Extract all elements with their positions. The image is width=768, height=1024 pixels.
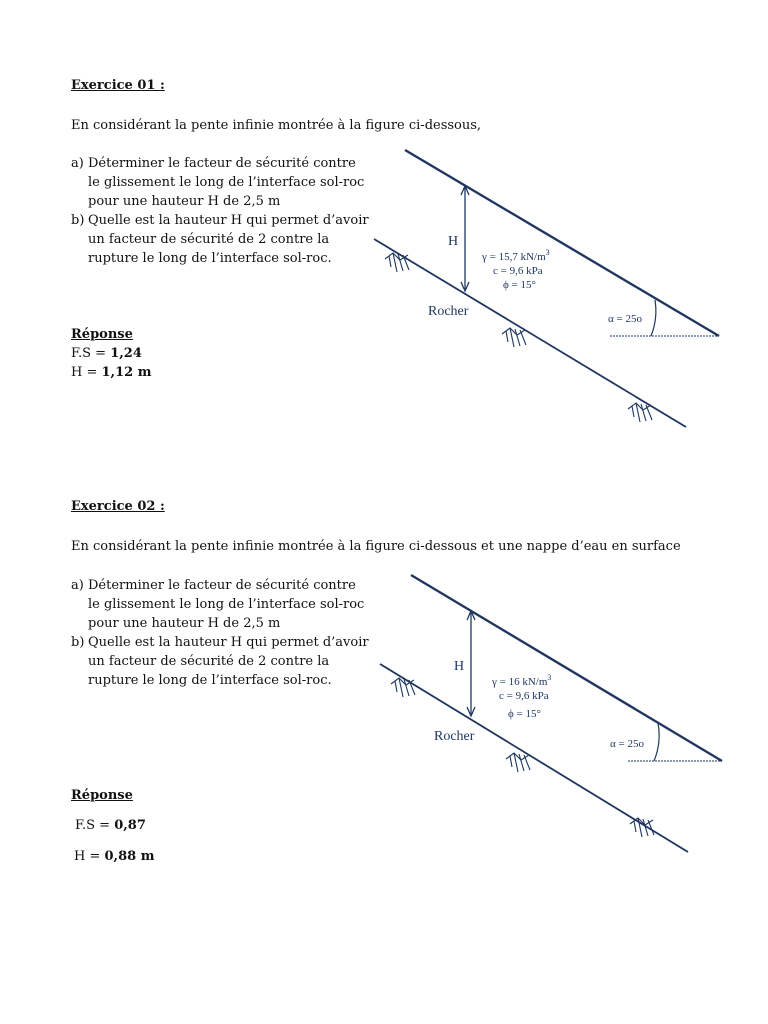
rock-hatch-icon <box>391 678 415 697</box>
rock-hatch-icon <box>385 253 409 272</box>
question-line: un facteur de sécurité de 2 contre la <box>88 232 330 247</box>
slope-angle-label: α = 25o <box>610 738 644 750</box>
question-marker: b) <box>71 635 85 650</box>
question-a <box>71 576 369 633</box>
rock-hatch-icon <box>628 403 652 422</box>
question-line: le glissement le long de l’interface sol-roc <box>88 597 365 612</box>
exercise-2-questions <box>71 576 369 690</box>
question-marker: b) <box>71 213 85 228</box>
question-line: le glissement le long de l’interface sol-roc <box>88 175 365 190</box>
exercise-1-title: Exercice 01 : <box>71 78 165 93</box>
question-a <box>71 154 369 211</box>
answer-fs-label: F.S = <box>75 818 115 833</box>
answer-heading: Réponse <box>71 788 133 803</box>
answer-heading: Réponse <box>71 327 133 342</box>
question-line: Déterminer le facteur de sécurité contre <box>88 156 356 171</box>
exercise-1-intro: En considérant la pente infinie montrée à la figure ci-dessous, <box>71 118 482 133</box>
question-line: rupture le long de l’interface sol-roc. <box>88 251 332 266</box>
answer-h <box>71 363 151 382</box>
answer-fs-label: F.S = <box>71 346 111 361</box>
question-b <box>71 633 369 690</box>
exercise-2-slope-figure <box>376 568 736 858</box>
height-label: H <box>448 234 459 249</box>
exercise-1-questions <box>71 154 369 268</box>
exercise-2-title: Exercice 02 : <box>71 499 165 514</box>
angle-arc <box>651 300 656 336</box>
question-marker: a) <box>71 156 84 171</box>
answer-h <box>71 847 154 866</box>
question-line: rupture le long de l’interface sol-roc. <box>88 673 332 688</box>
rock-hatch-icon <box>630 818 654 837</box>
question-line: un facteur de sécurité de 2 contre la <box>88 654 330 669</box>
question-line: pour une hauteur H de 2,5 m <box>88 194 281 209</box>
angle-arc <box>654 723 659 761</box>
question-line: Quelle est la hauteur H qui permet d’avoir <box>88 635 369 650</box>
exercise-2-intro: En considérant la pente infinie montrée à la figure ci-dessous et une nappe d’eau en surface <box>71 539 681 554</box>
friction-angle-label: ϕ = 15° <box>503 279 536 291</box>
answer-h-label: H = <box>71 365 102 380</box>
answer-fs <box>71 816 154 835</box>
question-line: Quelle est la hauteur H qui permet d’avoir <box>88 213 369 228</box>
answer-fs <box>71 344 151 363</box>
answer-h-label: H = <box>74 849 105 864</box>
rock-hatch-icon <box>506 753 530 772</box>
rock-hatch-icon <box>502 328 526 347</box>
exercise-2-answer <box>71 786 154 866</box>
height-label: H <box>454 659 465 674</box>
cohesion-label: c = 9,6 kPa <box>499 690 549 702</box>
exercise-1-slope-figure <box>370 143 730 433</box>
answer-h-value: 0,88 m <box>104 849 155 864</box>
rock-label: Rocher <box>428 304 469 319</box>
rock-label: Rocher <box>434 729 475 744</box>
question-b <box>71 211 369 268</box>
answer-fs-value: 1,24 <box>110 346 142 361</box>
unit-weight-label: γ = 15,7 $kN/m^3$ <box>482 248 550 263</box>
question-marker: a) <box>71 578 84 593</box>
question-line: Déterminer le facteur de sécurité contre <box>88 578 356 593</box>
answer-h-value: 1,12 m <box>101 365 152 380</box>
answer-fs-value: 0,87 <box>114 818 146 833</box>
slope-angle-label: α = 25o <box>608 313 642 325</box>
question-line: pour une hauteur H de 2,5 m <box>88 616 281 631</box>
unit-weight-label: γ = 16 $kN/m^3$ <box>492 673 552 688</box>
cohesion-label: c = 9,6 kPa <box>493 265 543 277</box>
friction-angle-label: ϕ = 15° <box>508 708 541 720</box>
exercise-1-answer <box>71 325 151 382</box>
